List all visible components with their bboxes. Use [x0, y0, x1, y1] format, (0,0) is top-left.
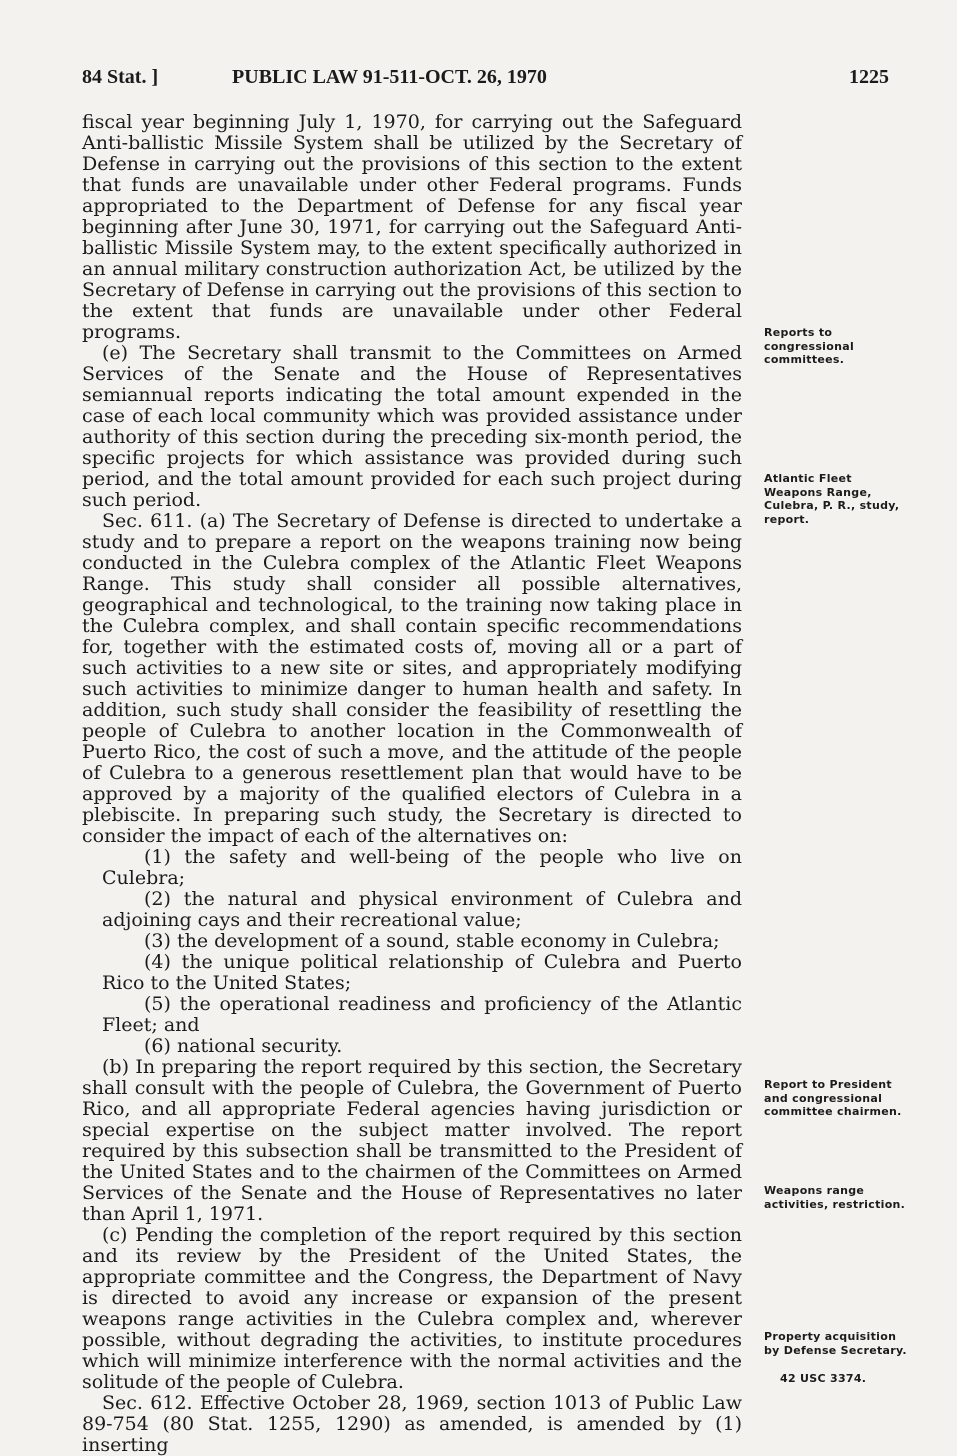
paragraph-sec-612: Sec. 612. Effective October 28, 1969, section 1013 of Public Law 89-754 (80 Stat. 1255, 1290) as amended, is amended by (1) inserting — [82, 1392, 742, 1456]
margin-note-property: Property acquisition by Defense Secretary. — [764, 1330, 907, 1357]
margin-note-weapons-range: Weapons range activities, restriction. — [764, 1184, 906, 1211]
paragraph-subsection-b: (b) In preparing the report required by this section, the Secretary shall consult with the people of Culebra, the Government of Puerto Rico, and all appropriate Federal agencies having jurisdiction or special expertise on the subject matter involved. The report required by this subsection shall be transmitted to the President of the United States and to the chairmen of the Committees on Armed Services of the Senate and the House of Representatives no later than April 1, 1971. — [82, 1056, 742, 1225]
margin-note-usc: 42 USC 3374. — [780, 1372, 867, 1385]
list-item: (2) the natural and physical environment of Culebra and adjoining cays and their recreational value; — [102, 888, 742, 931]
list-item: (4) the unique political relationship of Culebra and Puerto Rico to the United States; — [102, 951, 742, 994]
paragraph-subsection-c: (c) Pending the completion of the report required by this section and its review by the President of the United States, the appropriate committee and the Congress, the Department of Navy is directed to avoid any increase or expansion of the present weapons range activities in the Culebra complex and, wherever possible, without degrading the activities, to institute procedures which will minimize interference with the normal activities and the solitude of the people of Culebra. — [82, 1224, 742, 1393]
paragraph-subsection-e: (e) The Secretary shall transmit to the Committees on Armed Services of the Senate and the House of Representatives semiannual reports indicating the total amount expended in the case of each local community which was provided assistance under authority of this section during the preceding six-month period, the specific projects for which assistance was provided during such period, and the total amount provided for each such project during such period. — [82, 342, 742, 511]
list-item: (3) the development of a sound, stable economy in Culebra; — [144, 930, 720, 952]
law-title: PUBLIC LAW 91-511-OCT. 26, 1970 — [232, 66, 547, 88]
list-item: (5) the operational readiness and proficiency of the Atlantic Fleet; and — [102, 993, 742, 1036]
law-text — [82, 112, 742, 1456]
page-header — [82, 66, 889, 92]
paragraph-continuation: fiscal year beginning July 1, 1970, for carrying out the Safeguard Anti-ballistic Missile System shall be utilized by the Secretary of Defense in carrying out the provisions of this section to the extent that funds are unavailable under other Federal programs. Funds appropriated to the Department of Defense for any fiscal year beginning after June 30, 1971, for carrying out the Safeguard Anti-ballistic Missile System may, to the extent specifically authorized in an annual military construction authorization Act, be utilized by the Secretary of Defense in carrying out the provisions of this section to the extent that funds are unavailable under other Federal programs. — [82, 111, 742, 343]
page-number: 1225 — [849, 66, 889, 88]
margin-note-reports: Reports to congressional committees. — [764, 326, 855, 366]
statute-volume: 84 Stat. ] — [82, 66, 159, 88]
list-item: (1) the safety and well-being of the people who live on Culebra; — [102, 846, 742, 889]
list-item: (6) national security. — [144, 1035, 343, 1057]
paragraph-sec-611-a: Sec. 611. (a) The Secretary of Defense is directed to undertake a study and to prepare a report on the weapons training now being conducted in the Culebra complex of the Atlantic Fleet Weapons Range. This study shall consider all possible alternatives, geographical and technological, to the training now taking place in the Culebra complex, and shall contain specific recommendations for, together with the estimated costs of, moving all or a part of such activities to a new site or sites, and appropriately modifying such activities to minimize danger to human health and safety. In addition, such study shall consider the feasibility of resettling the people of Culebra to another location in the Commonwealth of Puerto Rico, the cost of such a move, and the attitude of the people of Culebra to a generous resettlement plan that would have to be approved by a majority of the qualified electors of Culebra in a plebiscite. In preparing such study, the Secretary is directed to consider the impact of each of the alternatives on: — [82, 510, 742, 847]
margin-note-culebra-study: Atlantic Fleet Weapons Range, Culebra, P. R., study, report. — [764, 472, 900, 526]
margin-note-report-president: Report to President and congressional committee chairmen. — [764, 1078, 902, 1118]
